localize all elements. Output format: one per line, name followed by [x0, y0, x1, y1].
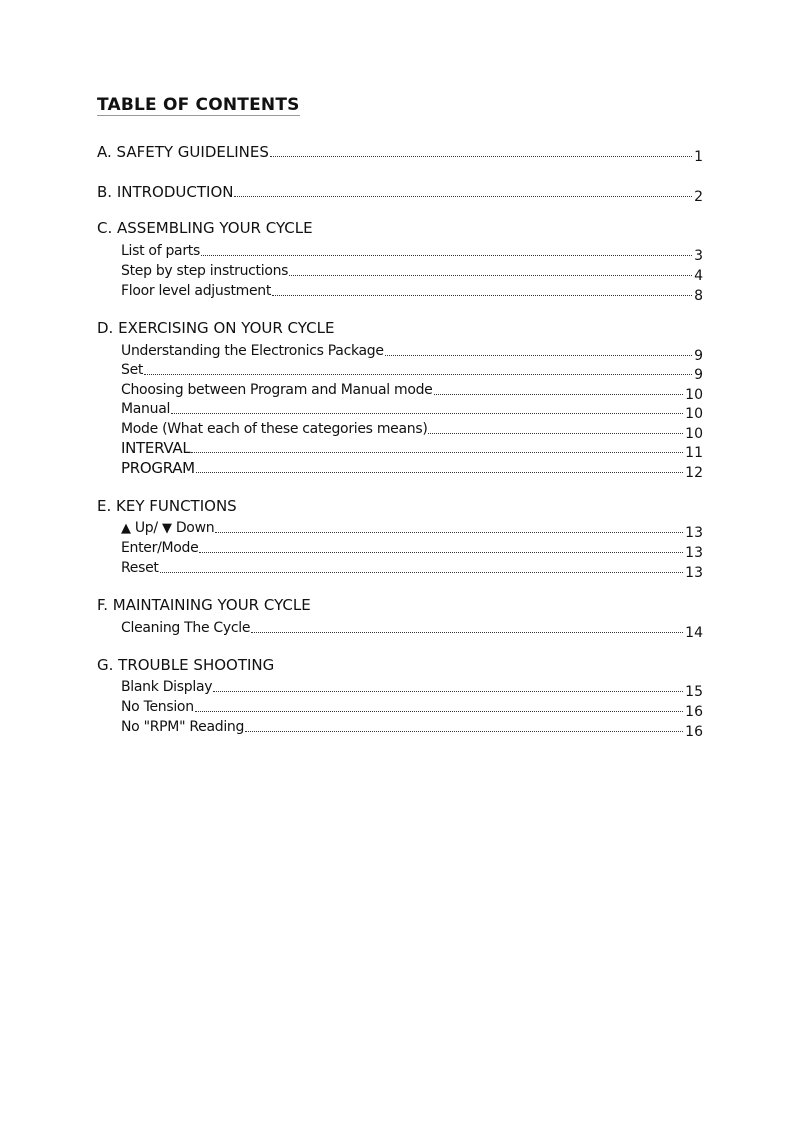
toc-entry[interactable] — [121, 676, 703, 700]
dot-leader — [234, 196, 692, 197]
toc-entry[interactable] — [121, 716, 703, 740]
page-number: 13 — [685, 545, 703, 561]
dot-leader — [289, 275, 692, 276]
dot-leader — [428, 433, 683, 434]
dot-leader — [199, 552, 683, 553]
dot-leader — [215, 532, 683, 533]
dot-leader — [385, 355, 692, 356]
toc-entry[interactable] — [121, 359, 703, 383]
page-number: 8 — [694, 288, 703, 304]
toc-entry-safety-guidelines[interactable] — [97, 141, 703, 165]
toc-title: TABLE OF CONTENTS — [97, 95, 300, 115]
entry-label: Set — [121, 362, 144, 378]
page-number: 2 — [694, 189, 703, 205]
page-number: 16 — [685, 704, 703, 720]
toc-entry[interactable] — [121, 398, 703, 422]
entry-label: No "RPM" Reading — [121, 719, 245, 735]
entry-label: Reset — [121, 560, 159, 576]
toc-entry[interactable] — [121, 280, 703, 304]
page-number: 15 — [685, 684, 703, 700]
toc-entry[interactable] — [121, 617, 703, 641]
section-heading-exercising: D. EXERCISING ON YOUR CYCLE — [97, 319, 335, 337]
entry-label: No Tension — [121, 699, 194, 715]
section-heading-maintaining: F. MAINTAINING YOUR CYCLE — [97, 596, 311, 614]
page-number: 9 — [694, 348, 703, 364]
page-number: 4 — [694, 268, 703, 284]
entry-label: Manual — [121, 401, 171, 417]
toc-entry[interactable] — [121, 557, 703, 581]
page-number: 13 — [685, 525, 703, 541]
dot-leader — [160, 572, 684, 573]
entry-label: Choosing between Program and Manual mode — [121, 382, 433, 398]
page-number: 10 — [685, 426, 703, 442]
toc-entry[interactable] — [121, 418, 703, 442]
toc-entry[interactable] — [121, 240, 703, 264]
dot-leader — [171, 413, 683, 414]
dot-leader — [201, 255, 692, 256]
page-number: 1 — [694, 149, 703, 165]
entry-label — [121, 520, 214, 537]
dot-leader — [245, 731, 683, 732]
down-triangle-icon: ▼ — [161, 521, 172, 536]
section-heading-assembling: C. ASSEMBLING YOUR CYCLE — [97, 219, 313, 237]
page-number: 9 — [694, 367, 703, 383]
dot-leader — [434, 394, 684, 395]
entry-label: Cleaning The Cycle — [121, 620, 251, 636]
entry-label: B. INTRODUCTION — [97, 183, 234, 201]
entry-label: List of parts — [121, 243, 200, 259]
page-number: 14 — [685, 625, 703, 641]
toc-entry[interactable] — [121, 537, 703, 561]
toc-entry[interactable] — [121, 517, 703, 541]
toc-entry[interactable] — [121, 457, 703, 481]
toc-entry-introduction[interactable] — [97, 181, 703, 205]
entry-label: Floor level adjustment — [121, 283, 272, 299]
dot-leader — [191, 452, 683, 453]
page-number: 16 — [685, 724, 703, 740]
up-label: Up/ — [130, 520, 162, 536]
page-number: 3 — [694, 248, 703, 264]
toc-entry[interactable] — [121, 437, 703, 461]
entry-label: Step by step instructions — [121, 263, 289, 279]
entry-label: A. SAFETY GUIDELINES — [97, 143, 269, 161]
entry-label: Understanding the Electronics Package — [121, 343, 384, 359]
dot-leader — [195, 711, 683, 712]
page-number: 10 — [685, 406, 703, 422]
page-number: 10 — [685, 387, 703, 403]
entry-label: Enter/Mode — [121, 540, 199, 556]
page-number: 12 — [685, 465, 703, 481]
dot-leader — [272, 295, 692, 296]
dot-leader — [251, 632, 683, 633]
page-number: 13 — [685, 565, 703, 581]
section-heading-key-functions: E. KEY FUNCTIONS — [97, 497, 237, 515]
page-number: 11 — [685, 445, 703, 461]
section-heading-trouble-shooting: G. TROUBLE SHOOTING — [97, 656, 275, 674]
down-label: Down — [171, 520, 215, 536]
toc-entry[interactable] — [121, 696, 703, 720]
dot-leader — [144, 374, 692, 375]
up-triangle-icon: ▲ — [121, 521, 131, 536]
toc-entry[interactable] — [121, 340, 703, 364]
dot-leader — [270, 156, 692, 157]
toc-entry[interactable] — [121, 260, 703, 284]
entry-label: PROGRAM — [121, 459, 195, 477]
entry-label: Mode (What each of these categories means) — [121, 421, 428, 437]
toc-entry[interactable] — [121, 379, 703, 403]
dot-leader — [213, 691, 683, 692]
dot-leader — [196, 472, 683, 473]
entry-label: Blank Display — [121, 679, 213, 695]
entry-label: INTERVAL — [121, 439, 191, 457]
